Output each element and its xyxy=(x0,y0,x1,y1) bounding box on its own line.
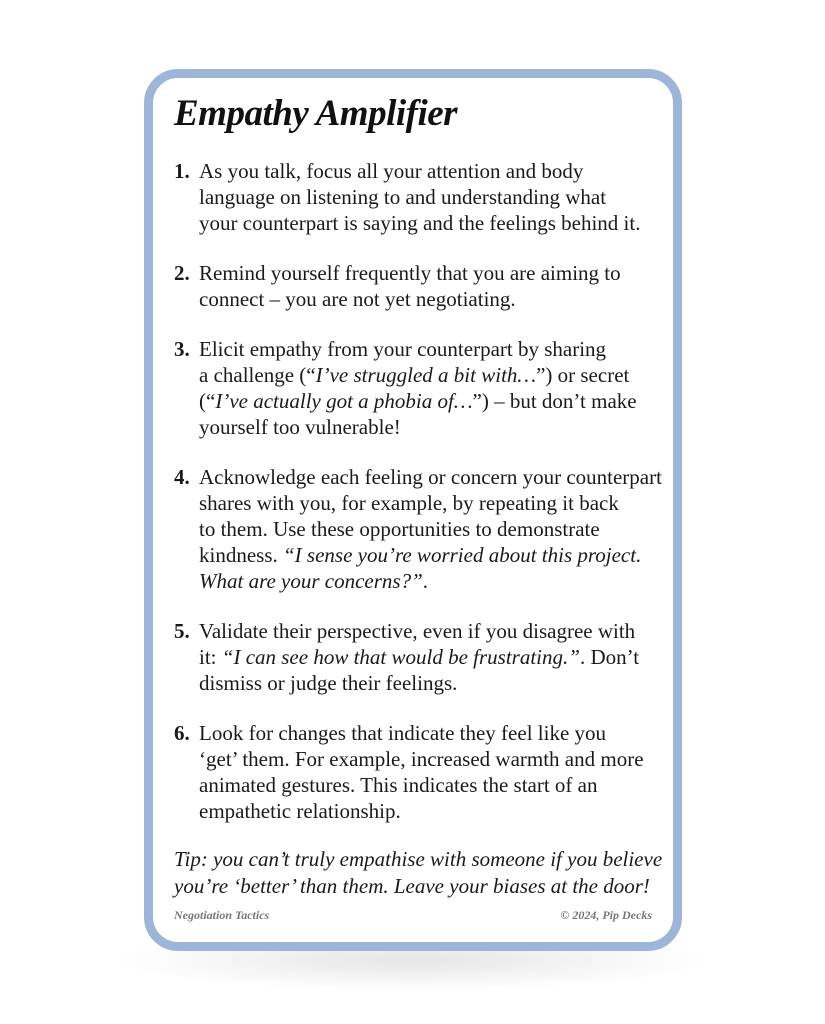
item-text-line xyxy=(174,158,664,184)
item-text-line xyxy=(174,260,664,286)
quoted-example: I’ve actually got a phobia of… xyxy=(215,389,473,413)
text-segment: (“ xyxy=(199,389,216,413)
text-segment: Remind yourself frequently that you are aiming to xyxy=(199,261,621,285)
item-text-line xyxy=(174,772,664,798)
item-text-line xyxy=(174,618,664,644)
item-text-line xyxy=(174,746,664,772)
text-segment: Validate their perspective, even if you disagree with xyxy=(199,619,636,643)
text-segment: . Don’t xyxy=(579,645,640,669)
text-segment: your counterpart is saying and the feelings behind it. xyxy=(199,211,641,235)
list-item xyxy=(174,260,664,312)
text-segment: ”) – but don’t make xyxy=(472,389,637,413)
text-segment: dismiss or judge their feelings. xyxy=(199,671,458,695)
item-text-line xyxy=(174,336,664,362)
text-segment: animated gestures. This indicates the start of an xyxy=(199,773,598,797)
item-number: 2. xyxy=(174,261,190,285)
list-item xyxy=(174,336,664,440)
text-segment: Elicit empathy from your counterpart by sharing xyxy=(199,337,607,361)
item-text-line xyxy=(174,568,664,594)
text-segment: it: xyxy=(199,645,222,669)
item-number: 5. xyxy=(174,619,190,643)
text-segment: yourself too vulnerable! xyxy=(199,415,401,439)
quoted-example: I’ve struggled a bit with… xyxy=(315,363,537,387)
list-item xyxy=(174,720,664,824)
text-segment: empathetic relationship. xyxy=(199,799,401,823)
item-text-line xyxy=(174,210,664,236)
text-segment: . xyxy=(422,569,429,593)
list-item xyxy=(174,618,664,696)
tip-line: you’re ‘better’ than them. Leave your biases at the door! xyxy=(174,874,650,898)
text-segment: As you talk, focus all your attention and body xyxy=(199,159,584,183)
text-segment: a challenge (“ xyxy=(199,363,316,387)
text-segment: shares with you, for example, by repeating it back xyxy=(199,491,619,515)
quoted-example: “I sense you’re worried about this project. xyxy=(283,543,642,567)
text-segment: language on listening to and understanding what xyxy=(199,185,607,209)
item-text-line xyxy=(174,798,664,824)
tip-line: Tip: you can’t truly empathise with someone if you believe xyxy=(174,847,663,871)
item-text-line xyxy=(174,670,664,696)
list-item xyxy=(174,158,664,236)
item-text-line xyxy=(174,414,664,440)
item-text-line xyxy=(174,184,664,210)
text-segment: ‘get’ them. For example, increased warmth and more xyxy=(199,747,644,771)
item-number: 1. xyxy=(174,159,190,183)
item-text-line xyxy=(174,644,664,670)
item-text-line xyxy=(174,542,664,568)
text-segment: Acknowledge each feeling or concern your counterpart xyxy=(199,465,662,489)
item-number: 3. xyxy=(174,337,190,361)
list-item xyxy=(174,464,664,594)
card-title: Empathy Amplifier xyxy=(174,93,458,134)
footer-deck-name: Negotiation Tactics xyxy=(174,908,270,922)
item-text-line xyxy=(174,490,664,516)
item-text-line xyxy=(174,720,664,746)
item-text-line xyxy=(174,388,664,414)
footer-copyright: © 2024, Pip Decks xyxy=(560,908,652,922)
text-segment: connect – you are not yet negotiating. xyxy=(199,287,516,311)
tip-text xyxy=(174,846,663,900)
item-number: 4. xyxy=(174,465,190,489)
text-segment: kindness. xyxy=(199,543,283,567)
item-text-line xyxy=(174,286,664,312)
text-segment: Look for changes that indicate they feel like you xyxy=(199,721,607,745)
item-text-line xyxy=(174,464,664,490)
text-segment: to them. Use these opportunities to demonstrate xyxy=(199,517,600,541)
item-text-line xyxy=(174,362,664,388)
text-segment: ”) or secret xyxy=(536,363,630,387)
item-number: 6. xyxy=(174,721,190,745)
quoted-example: “I can see how that would be frustrating.” xyxy=(221,645,580,669)
quoted-example: What are your concerns?” xyxy=(199,569,423,593)
item-text-line xyxy=(174,516,664,542)
